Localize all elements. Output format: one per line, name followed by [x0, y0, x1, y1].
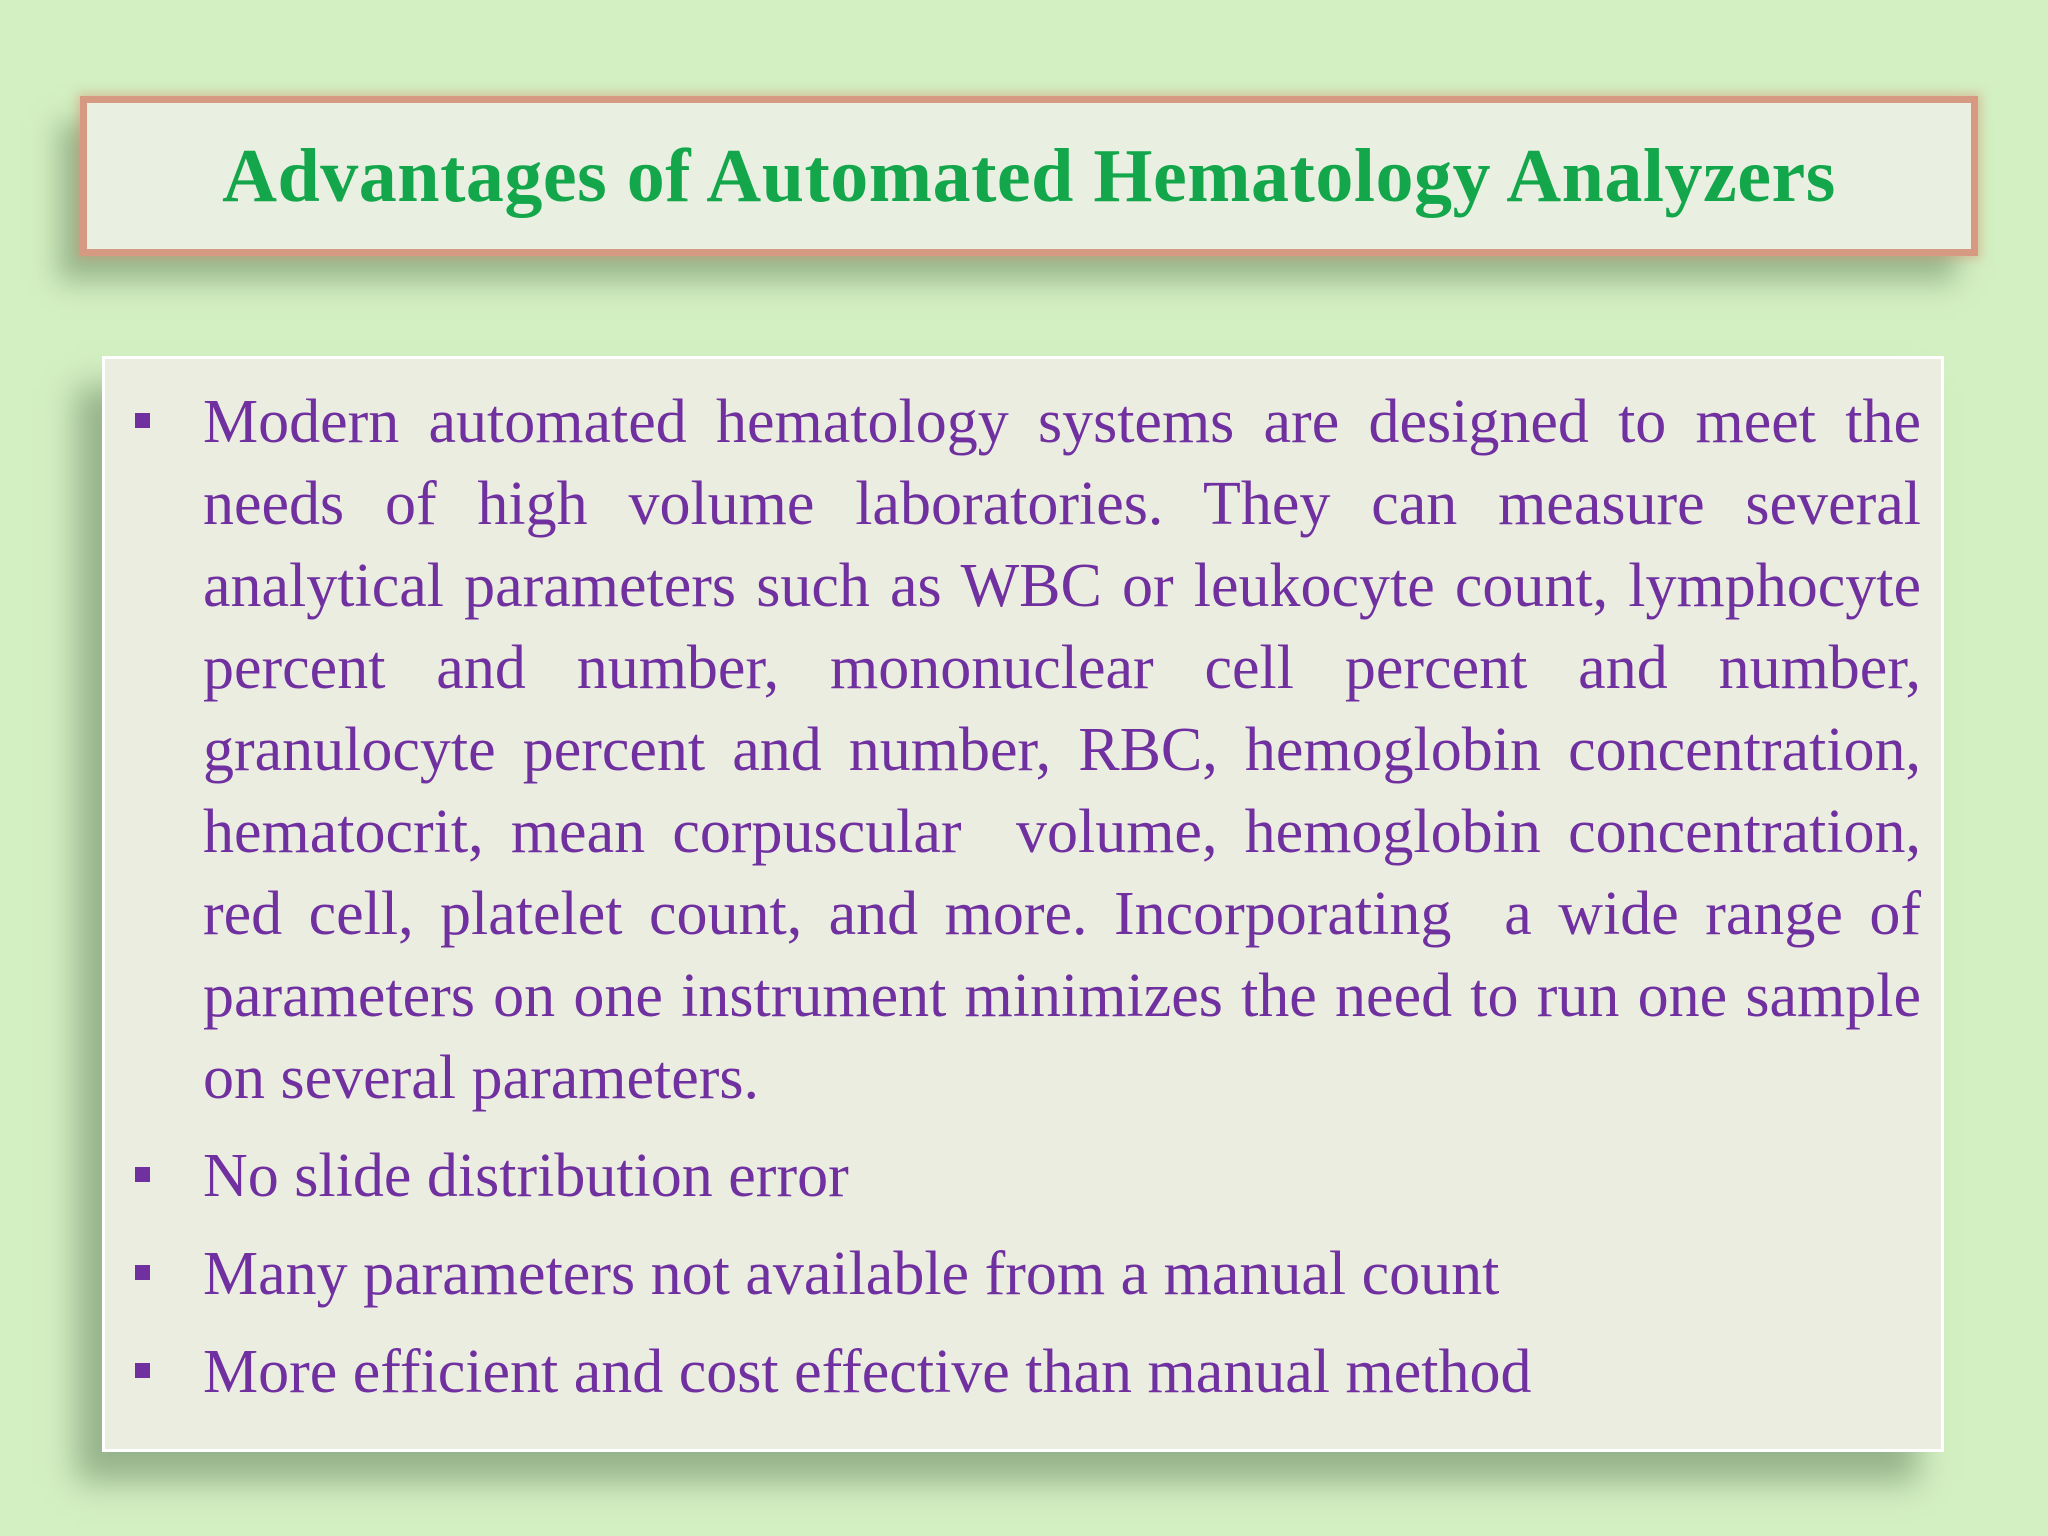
- bullet-text: More efficient and cost effective than manual method: [203, 1338, 1532, 1406]
- title-box: [80, 96, 1978, 256]
- square-bullet-icon: [127, 381, 203, 463]
- bullet-text: No slide distribution error: [203, 1142, 849, 1210]
- slide-title: Advantages of Automated Hematology Analyzers: [222, 133, 1836, 218]
- square-bullet-icon: [127, 1331, 203, 1413]
- bullet-item: [127, 381, 1937, 1119]
- square-bullet-icon: [127, 1135, 203, 1217]
- bullet-item: [127, 1233, 1921, 1315]
- bullet-list: [127, 381, 1937, 1413]
- bullet-text: Many parameters not available from a manual count: [203, 1240, 1500, 1308]
- square-bullet-icon: [127, 1233, 203, 1315]
- bullet-item: [127, 1331, 1921, 1413]
- bullet-text: Modern automated hematology systems are designed to meet the needs of high volume laboratories. They can measure several analytical parameters such as WBC or leukocyte count, lymphocyte percent and number, mononuclear cell percent and number, granulocyte percent and number, RBC, hemoglobin concentration, hematocrit, mean corpuscular volume, hemoglobin concentration, red cell, platelet count, and more. Incorporating a wide range of parameters on one instrument minimizes the need to run one sample on several parameters.: [203, 388, 1937, 1112]
- bullet-item: [127, 1135, 1921, 1217]
- content-box: [102, 356, 1944, 1452]
